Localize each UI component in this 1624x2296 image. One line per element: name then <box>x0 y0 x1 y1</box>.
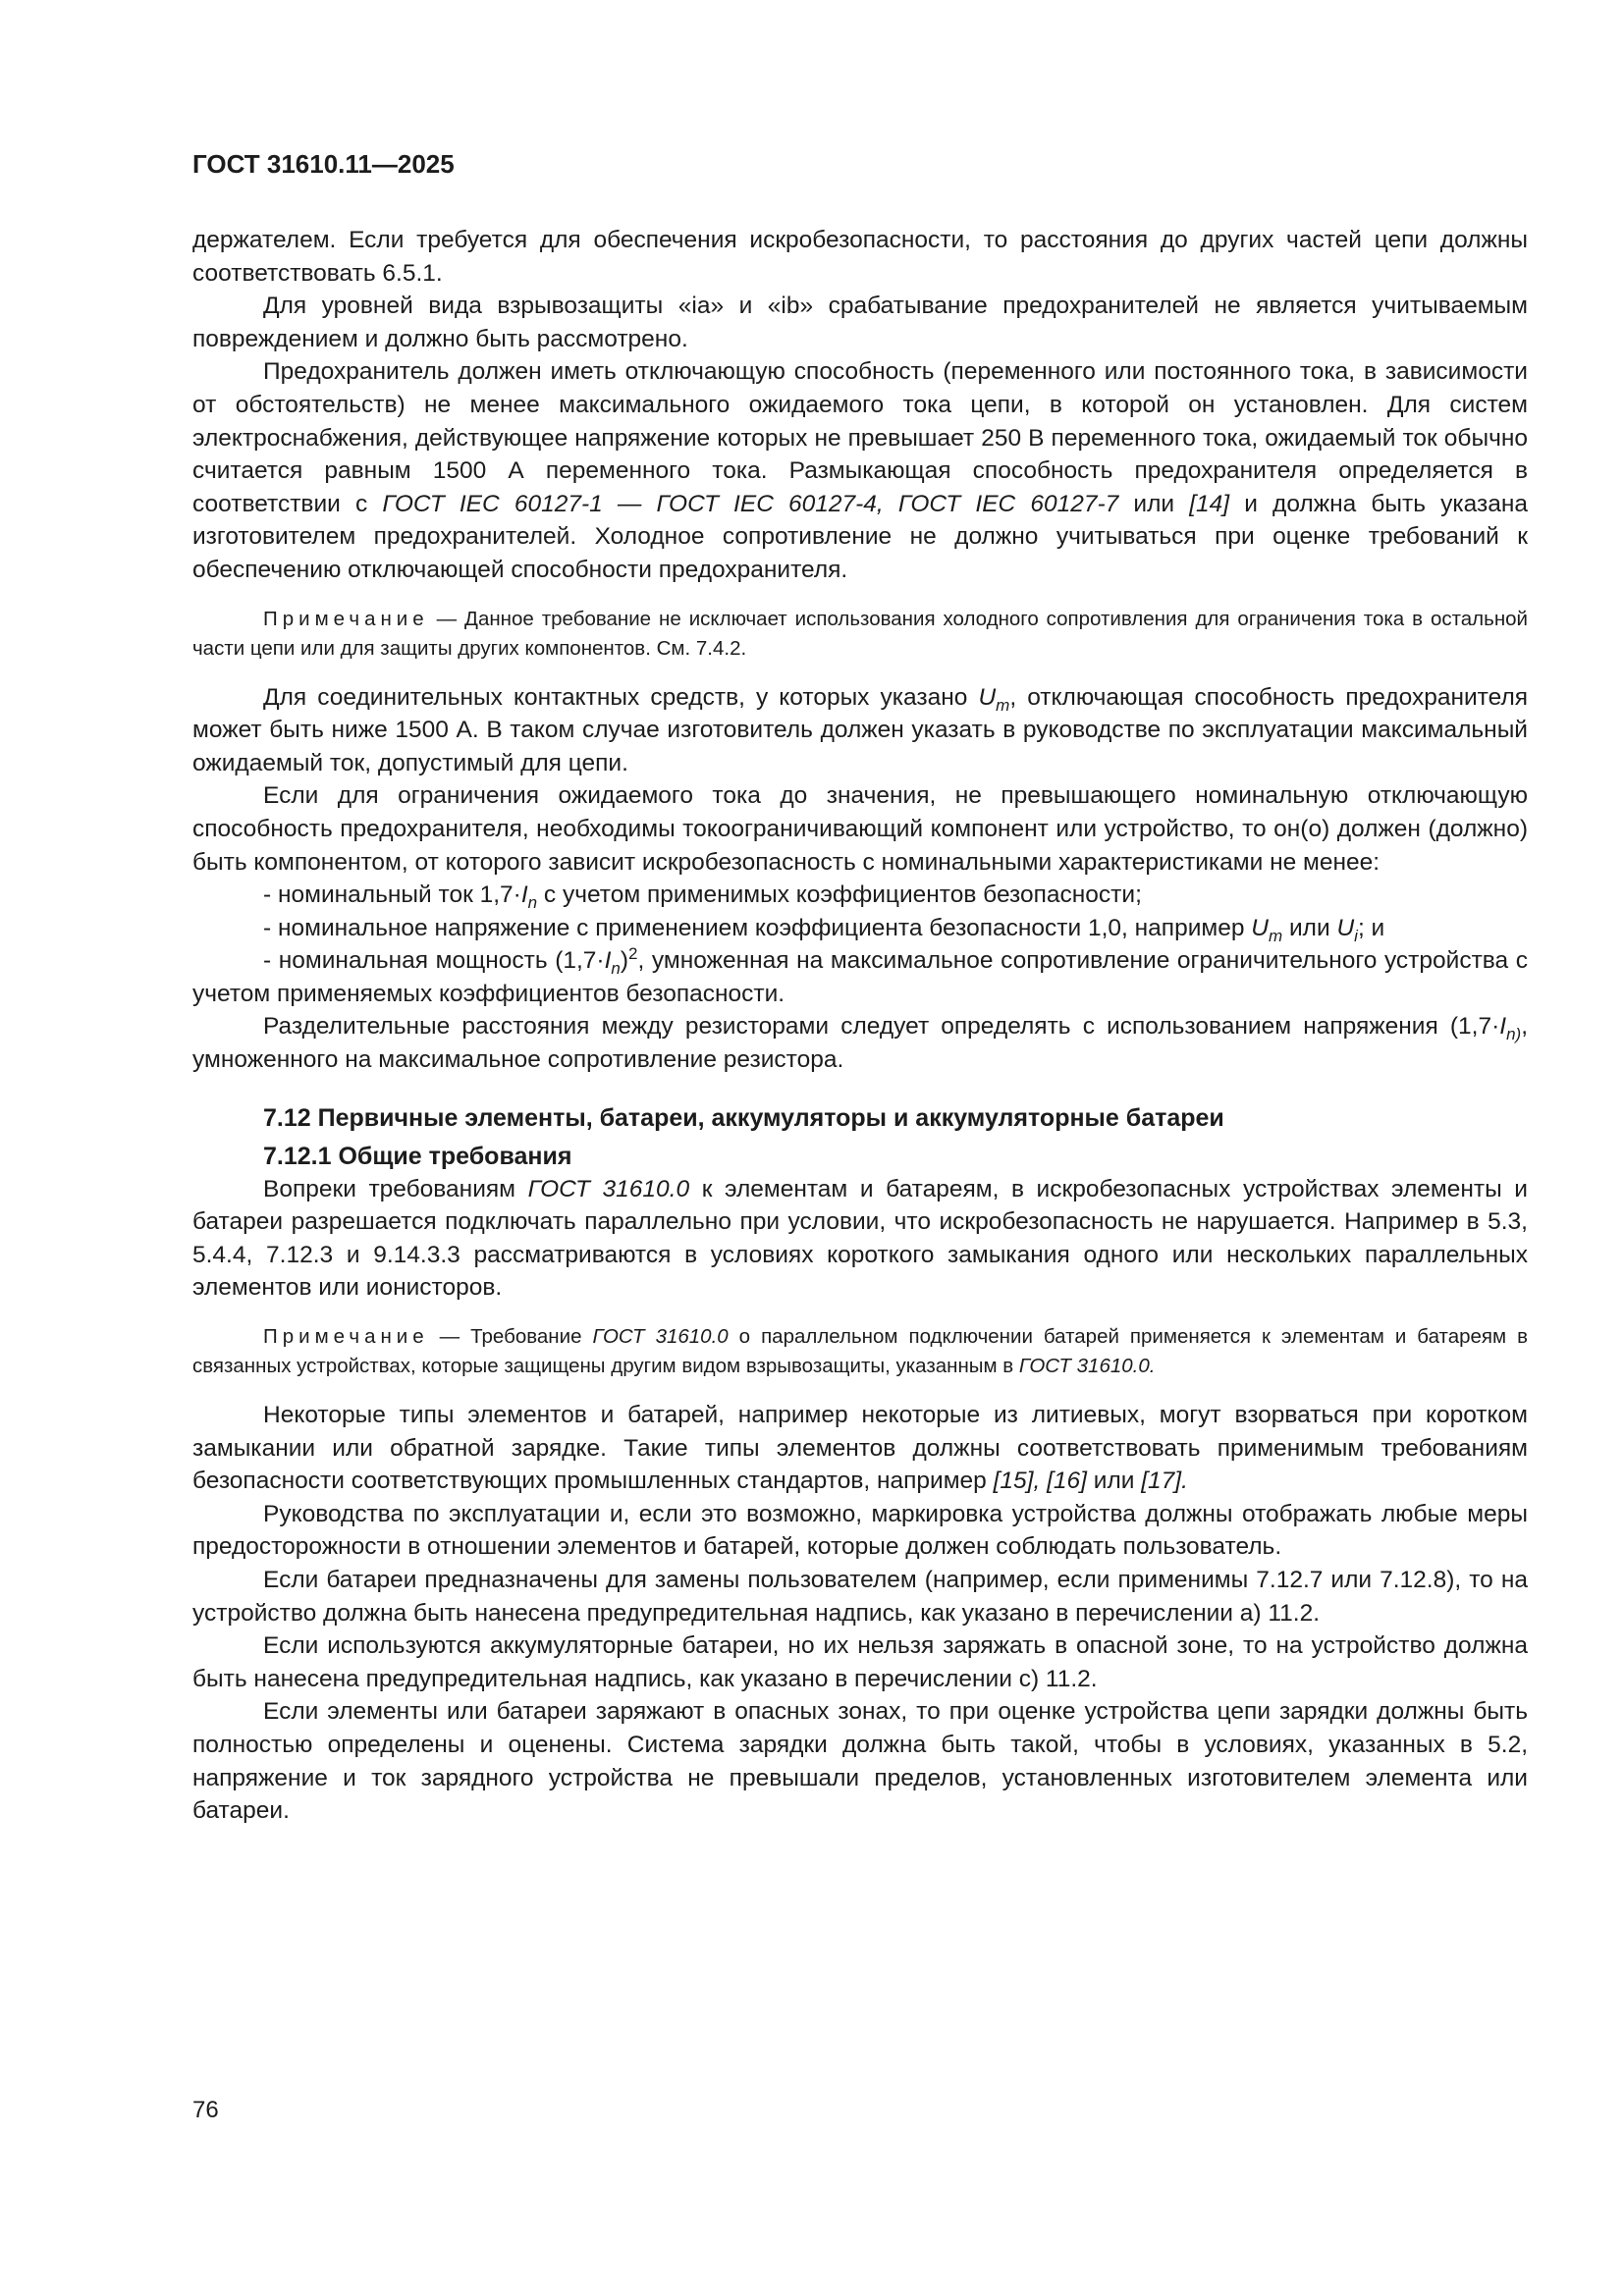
document-body <box>192 224 1528 1828</box>
section-heading: 7.12 Первичные элементы, батареи, аккумуляторы и аккумуляторные батареи <box>263 1103 1224 1132</box>
page-number: 76 <box>192 2097 219 2123</box>
bibliography-reference: [14] <box>1189 490 1230 517</box>
standard-reference: ГОСТ IEC 60127-1 — ГОСТ IEC 60127-4, ГОСТ IEC 60127-7 <box>382 490 1119 517</box>
paragraph-current-limiting: Если для ограничения ожидаемого тока до значения, не превышающего номинальную отключающую способность предохранителя, необходимы токоограничивающий компонент или устройство, то он(о) должен (должно) быть компонентом, от которого зависит искробезопасность с номинальными характеристиками не менее: <box>192 782 1528 876</box>
paragraph-fuse-operation: Для уровней вида взрывозащиты «ia» и «ib» срабатывание предохранителей не является учитываемым повреждением и должно быть рассмотрено. <box>192 293 1528 352</box>
paragraph-user-replaceable: Если батареи предназначены для замены пользователем (например, если применимы 7.12.7 или 7.12.8), то на устройство должна быть нанесена предупредительная надпись, как указано в перечислении а) 11.2. <box>192 1567 1528 1627</box>
bibliography-reference: [15], [16] <box>993 1468 1087 1495</box>
note-parallel-batteries: Примечание — Требование ГОСТ 31610.0 о параллельном подключении батарей применяется к элементам и батареям в связанных устройствах, которые защищены другим видом взрывозащиты, указанным в ГОСТ 31610.0. <box>192 1325 1528 1378</box>
paragraph-separation-distances: Разделительные расстояния между резисторами следует определять с использованием напряжения ($1,7\cdot I_{n)}$, умноженного на максимальное сопротивление резистора. <box>192 1013 1528 1074</box>
list-item-rated-current: - номинальный ток $1,7\cdot I_n$ с учетом применимых коэффициентов безопасности; <box>263 881 1142 912</box>
paragraph-rechargeable: Если используются аккумуляторные батареи, но их нельзя заряжать в опасной зоне, то на устройство должна быть нанесена предупредительная надпись, как указано в перечислении с) 11.2. <box>192 1632 1528 1692</box>
standard-reference: ГОСТ 31610.0 <box>527 1175 690 1202</box>
paragraph-connection-facilities: Для соединительных контактных средств, у которых указано $U_m$, отключающая способность предохранителя может быть ниже 1500 А. В таком случае изготовитель должен указать в руководстве по эксплуатации максимальный ожидаемый ток, допустимый для цепи. <box>192 683 1529 776</box>
paragraph-instructions: Руководства по эксплуатации и, если это возможно, маркировка устройства должны отображать любые меры предосторожности в отношении элементов и батарей, которые должен соблюдать пользователь. <box>192 1500 1528 1561</box>
list-item-rated-voltage: - номинальное напряжение с применением коэффициента безопасности 1,0, например $U_m$ или $U_i$; и <box>263 914 1385 945</box>
document-header: ГОСТ 31610.11—2025 <box>192 149 455 179</box>
paragraph-charging: Если элементы или батареи заряжают в опасных зонах, то при оценке устройства цепи зарядки должны быть полностью определены и оценены. Система зарядки должна быть такой, чтобы в условиях, указанных в 5.2, напряжение и ток зарядного устройства не превышали пределов, установленных изготовителем элемента или батареи. <box>192 1698 1528 1825</box>
paragraph-breaking-capacity: Предохранитель должен иметь отключающую способность (переменного или постоянного тока, в зависимости от обстоятельств) не менее максимального ожидаемого тока цепи, в которой он установлен. Для систем электроснабжения, действующее напряжение которых не превышает 250 В переменного тока, ожидаемый ток обычно считается равным 1500 А переменного тока. Размыкающая способность предохранителя определяется в соответствии с ГОСТ IEC 60127-1 — ГОСТ IEC 60127-4, ГОСТ IEC 60127-7 или [14] и должна быть указана изготовителем предохранителей. Холодное сопротивление не должно учитываться при оценке требований к обеспечению отключающей способности предохранителя. <box>192 358 1529 583</box>
paragraph-lithium-cells: Некоторые типы элементов и батарей, например некоторые из литиевых, могут взорваться при коротком замыкании или обратной зарядке. Такие типы элементов должны соответствовать применимым требованиям безопасности соответствующих промышленных стандартов, например [15], [16] или [17]. <box>192 1402 1528 1495</box>
note-cold-resistance: Примечание — Данное требование не исключает использования холодного сопротивления для ограничения тока в остальной части цепи или для защиты других компонентов. См. 7.4.2. <box>192 607 1528 660</box>
paragraph-parallel-cells: Вопреки требованиям ГОСТ 31610.0 к элементам и батареям, в искробезопасных устройствах элементы и батареи разрешается подключать параллельно при условии, что искробезопасность не нарушается. Например в 5.3, 5.4.4, 7.12.3 и 9.14.3.3 рассматриваются в условиях короткого замыкания одного или нескольких параллельных элементов или ионисторов. <box>192 1175 1528 1302</box>
list-item-rated-power: - номинальная мощность $(1,7\cdot I_n)^2$, умноженная на максимальное сопротивление ограничительного устройства с учетом применяемых коэффициентов безопасности. <box>192 944 1528 1007</box>
subsection-heading: 7.12.1 Общие требования <box>263 1142 572 1170</box>
paragraph-continuation: держателем. Если требуется для обеспечения искробезопасности, то расстояния до других частей цепи должны соответствовать 6.5.1. <box>192 227 1528 287</box>
bibliography-reference: [17]. <box>1141 1468 1188 1495</box>
